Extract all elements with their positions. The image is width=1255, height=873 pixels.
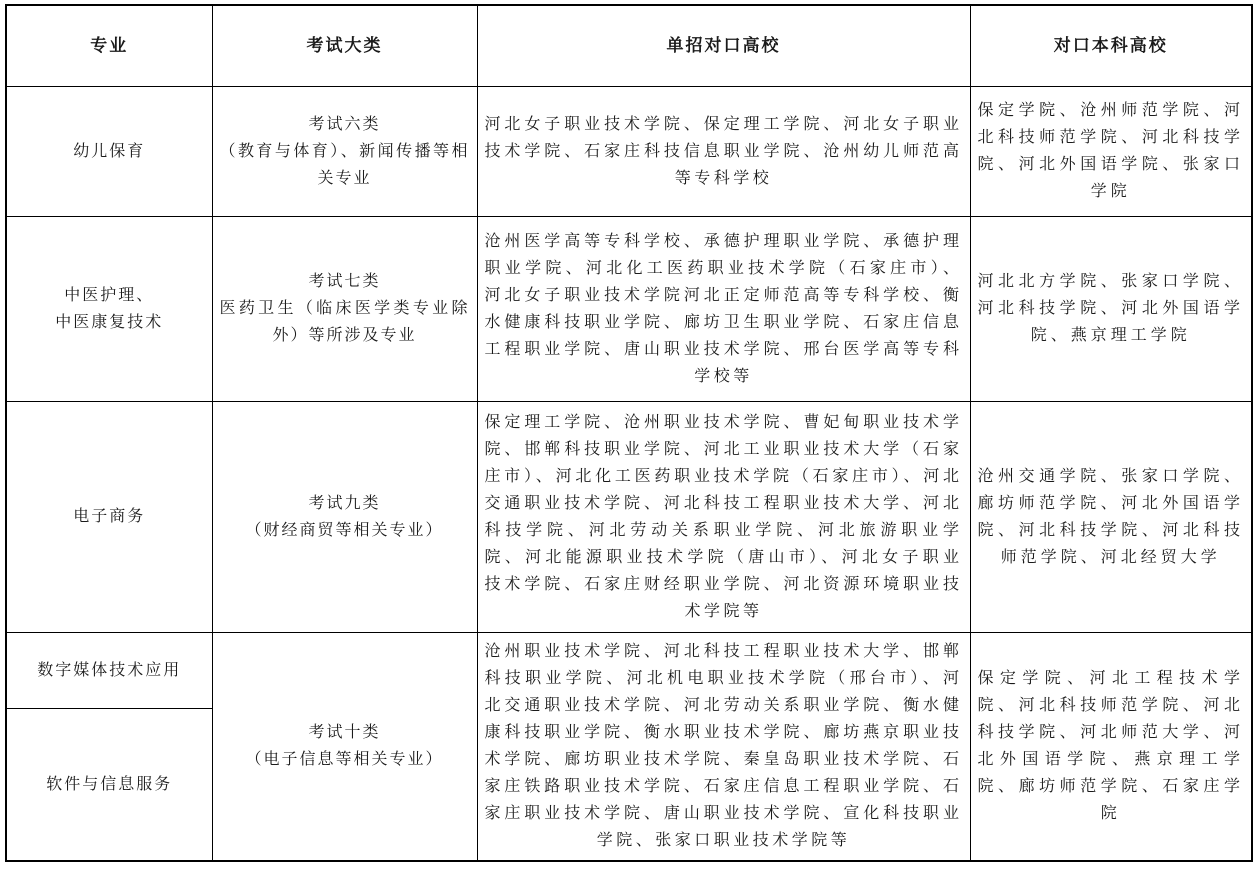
- cell-danzhao-colleges: 沧州医学高等专科学校、承德护理职业学院、承德护理职业学院、河北化工医药职业技术学院（石家庄市）、河北女子职业技术学院河北正定师范高等专科学校、衡水健康科技职业学院、廊坊卫生职业学院、石家庄信息工程职业学院、唐山职业技术学院、邢台医学高等专科学校等: [477, 216, 970, 401]
- major-line: 电子商务: [73, 508, 146, 525]
- major-line: 幼儿保育: [73, 142, 146, 160]
- table-row: [6, 632, 1252, 708]
- category-detail: （电子信息等相关专业）: [245, 751, 444, 769]
- table-row: [6, 216, 1252, 401]
- category-title: 考试十类: [308, 724, 381, 742]
- cell-benke-colleges: 河北北方学院、张家口学院、河北科技学院、河北外国语学院、燕京理工学院: [970, 216, 1252, 401]
- major-line: 软件与信息服务: [46, 775, 173, 793]
- cell-major: [6, 401, 212, 632]
- category-detail: （财经商贸等相关专业）: [245, 521, 444, 539]
- header-danzhao-colleges: 单招对口高校: [477, 5, 970, 86]
- cell-benke-colleges: 保定学院、沧州师范学院、河北科技师范学院、河北科技学院、河北外国语学院、张家口学院: [970, 86, 1252, 216]
- category-detail: 医药卫生（临床医学类专业除外）等所涉及专业: [219, 300, 470, 344]
- header-exam-category: 考试大类: [212, 5, 477, 86]
- cell-major: [6, 216, 212, 401]
- cell-danzhao-colleges: 河北女子职业技术学院、保定理工学院、河北女子职业技术学院、石家庄科技信息职业学院、沧州幼儿师范高等专科学校: [477, 86, 970, 216]
- table-row: [6, 86, 1252, 216]
- cell-benke-colleges-merged: 保定学院、河北工程技术学院、河北科技师范学院、河北科技学院、河北师范大学、河北外国语学院、燕京理工学院、廊坊师范学院、石家庄学院: [970, 632, 1252, 861]
- cell-exam-category: [212, 401, 477, 632]
- cell-major: [6, 708, 212, 861]
- cell-benke-colleges: 沧州交通学院、张家口学院、廊坊师范学院、河北外国语学院、河北科技学院、河北科技师范学院、河北经贸大学: [970, 401, 1252, 632]
- category-detail: （教育与体育）、新闻传播等相关专业: [219, 142, 470, 187]
- cell-major: [6, 632, 212, 708]
- table-header-row: [6, 5, 1252, 86]
- category-title: 考试七类: [308, 273, 381, 290]
- header-benke-colleges: 对口本科高校: [970, 5, 1252, 86]
- table-row: [6, 401, 1252, 632]
- cell-exam-category: [212, 216, 477, 401]
- majors-exam-categories-table: [5, 4, 1253, 862]
- cell-exam-category: [212, 86, 477, 216]
- cell-danzhao-colleges: 保定理工学院、沧州职业技术学院、曹妃甸职业技术学院、邯郸科技职业学院、河北工业职业技术大学（石家庄市）、河北化工医药职业技术学院（石家庄市）、河北交通职业技术学院、河北科技工程职业技术大学、河北科技学院、河北劳动关系职业学院、河北旅游职业学院、河北能源职业技术学院（唐山市）、河北女子职业技术学院、石家庄财经职业学院、河北资源环境职业技术学院等: [477, 401, 970, 632]
- category-title: 考试六类: [308, 115, 381, 133]
- cell-major: [6, 86, 212, 216]
- cell-danzhao-colleges-merged: 沧州职业技术学院、河北科技工程职业技术大学、邯郸科技职业学院、河北机电职业技术学院（邢台市）、河北交通职业技术学院、河北劳动关系职业学院、衡水健康科技职业学院、衡水职业技术学院、廊坊燕京职业技术学院、廊坊职业技术学院、秦皇岛职业技术学院、石家庄铁路职业技术学院、石家庄信息工程职业学院、石家庄职业技术学院、唐山职业技术学院、宣化科技职业学院、张家口职业技术学院等: [477, 632, 970, 861]
- header-major: 专业: [6, 5, 212, 86]
- major-line: 中医康复技术: [55, 313, 164, 331]
- major-line: 中医护理、: [64, 286, 155, 304]
- major-line: 数字媒体技术应用: [37, 661, 182, 679]
- cell-exam-category-merged: [212, 632, 477, 861]
- category-title: 考试九类: [308, 494, 381, 512]
